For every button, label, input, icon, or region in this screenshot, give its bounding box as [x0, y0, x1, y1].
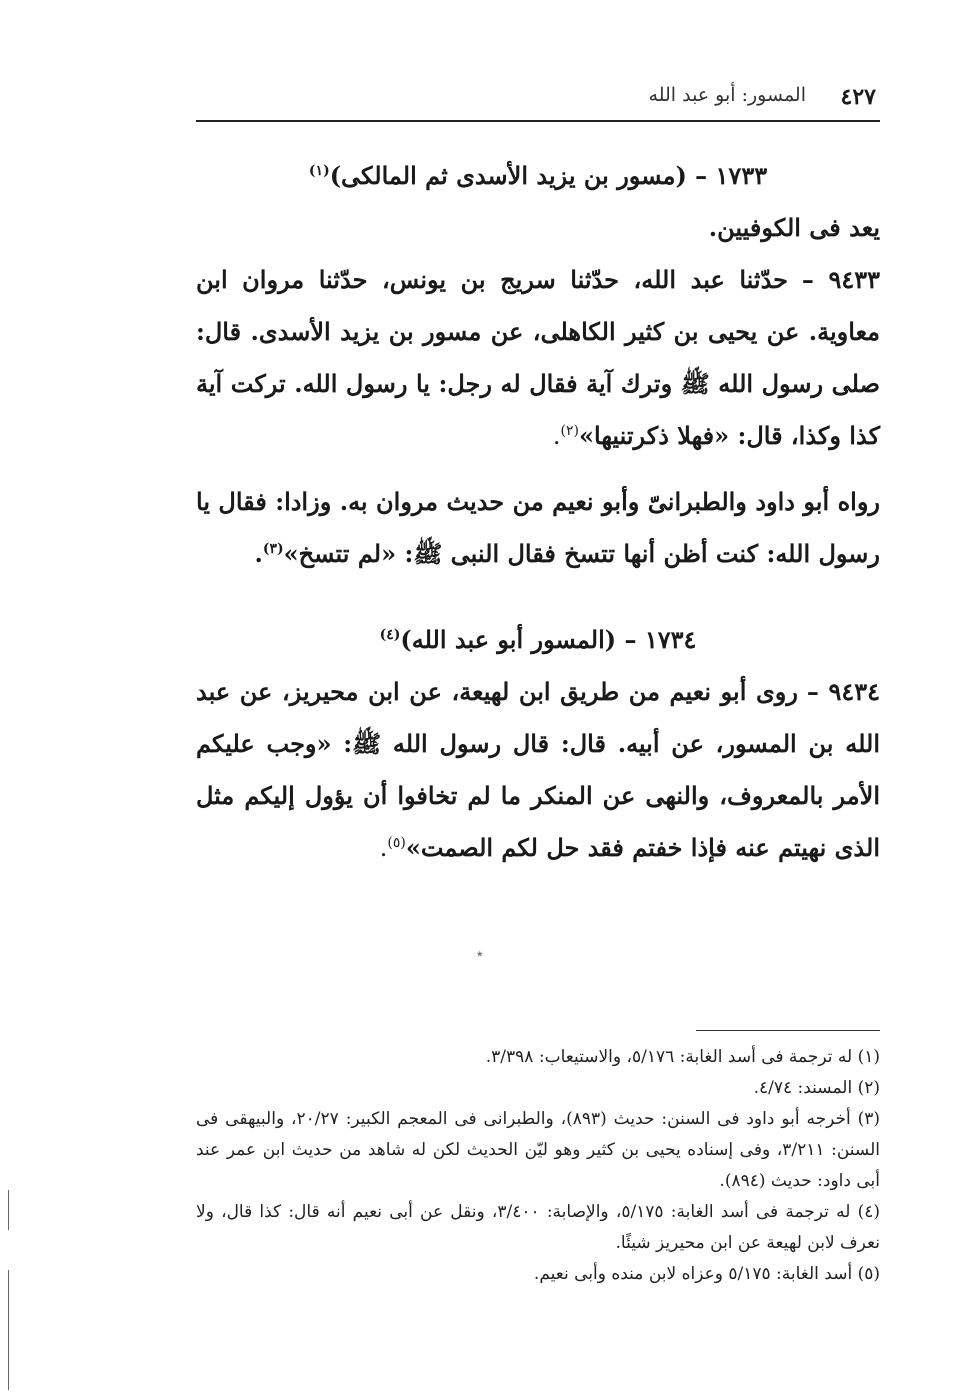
running-title: المسور: أبو عبد الله — [648, 84, 806, 106]
footnote-ref: (١) — [308, 163, 330, 179]
footnote-rule — [696, 1030, 880, 1031]
entry-title — [196, 614, 880, 666]
footnote-ref: (٤) — [379, 627, 401, 643]
entry-line: يعد فى الكوفيين. — [708, 213, 880, 242]
commentary-text: رواه أبو داود والطبرانىّ وأبو نعيم من حديث مروان به. وزادا: فقال يا رسول الله: كنت أظن أنها تتسخ فقال النبى ﷺ: «لم تتسخ» — [196, 487, 880, 568]
scan-edge-mark — [8, 1270, 9, 1390]
hadith-text: روى أبو نعيم من طريق ابن لهيعة، عن ابن محيريز، عن عبد الله بن المسور، عن أبيه. قال: قال رسول الله ﷺ: «وجب عليكم الأمر بالمعروف، والنهى عن المنكر ما لم تخافوا أن يؤول إليكم مثل الذى نهيتم عنه فإذا خفتم فقد حل لكم الصمت» — [196, 677, 881, 862]
main-text — [196, 150, 880, 874]
footnote: (٤) له ترجمة فى أسد الغابة: ٥/١٧٥، والإصابة: ٣/٤٠٠، ونقل عن أبى نعيم أنه قال: كذا قال، ولا نعرف لابن لهيعة عن ابن محيريز شيئًا. — [196, 1202, 880, 1253]
entry-title — [196, 150, 880, 202]
footnote-ref: (٣) — [262, 541, 284, 557]
footnote: (١) له ترجمة فى أسد الغابة: ٥/١٧٦، والاستيعاب: ٣/٣٩٨. — [485, 1047, 880, 1067]
footnote-ref: (٢) — [560, 423, 580, 439]
page-header — [196, 78, 876, 118]
footnote: (٣) أخرجه أبو داود فى السنن: حديث (٨٩٣)، والطبرانى فى المعجم الكبير: ٢٠/٢٧، والبيهقى فى السنن: ٣/٢١١، وفى إسناده يحيى بن كثير وهو ليّن الحديث لكن له شاهد من حديث ابن عمر عند أبى داود: حديث (٨٩٤). — [196, 1109, 880, 1191]
paragraph-gap — [196, 462, 880, 476]
entry-title-text: ١٧٣٣ – (مسور بن يزيد الأسدى ثم المالكى) — [329, 161, 768, 190]
hadith-number: ٩٤٣٣ – — [801, 265, 880, 294]
entry-title-text: ١٧٣٤ – (المسور أبو عبد الله) — [400, 625, 697, 654]
commentary-paragraph: رواه أبو داود والطبرانىّ وأبو نعيم من حديث مروان به. وزادا: فقال يا رسول الله: كنت أظن أنها تتسخ فقال النبى ﷺ: «لم تتسخ»$^{(٣)}$. — [196, 487, 880, 568]
footnotes — [196, 1042, 880, 1290]
hadith-number: ٩٤٣٤ – — [806, 677, 880, 706]
hadith-paragraph: ٩٤٣٤ – روى أبو نعيم من طريق ابن لهيعة، عن ابن محيريز، عن عبد الله بن المسور، عن أبيه. قال: قال رسول الله ﷺ: «وجب عليكم الأمر بالمعروف، والنهى عن المنكر ما لم تخافوا أن يؤول إليكم مثل الذى نهيتم عنه فإذا خفتم فقد حل لكم الصمت»$^{(٥)}$. — [196, 677, 881, 862]
footnote: (٢) المسند: ٤/٧٤. — [753, 1078, 880, 1098]
header-rule — [196, 120, 880, 122]
hadith-paragraph: ٩٤٣٣ – حدّثنا عبد الله، حدّثنا سريج بن يونس، حدّثنا مروان ابن معاوية. عن يحيى بن كثير الكاهلى، عن مسور بن يزيد الأسدى. قال: صلى رسول الله ﷺ وترك آية فقال له رجل: يا رسول الله. تركت آية كذا وكذا، قال: «فهلا ذكرتنيها»$^{(٢)}$. — [196, 265, 880, 450]
page-number: ٤٢٧ — [840, 84, 876, 110]
footnote-ref: (٥) — [387, 835, 406, 851]
separator-mark: ٭ — [476, 946, 484, 962]
scan-edge-mark — [8, 1190, 9, 1230]
hadith-text: حدّثنا عبد الله، حدّثنا سريج بن يونس، حدّثنا مروان ابن معاوية. عن يحيى بن كثير الكاهلى، عن مسور بن يزيد الأسدى. قال: صلى رسول الله ﷺ وترك آية فقال له رجل: يا رسول الله. تركت آية كذا وكذا، قال: «فهلا ذكرتنيها» — [196, 265, 880, 450]
footnote: (٥) أسد الغابة: ٥/١٧٥ وعزاه لابن منده وأبى نعيم. — [533, 1264, 880, 1284]
